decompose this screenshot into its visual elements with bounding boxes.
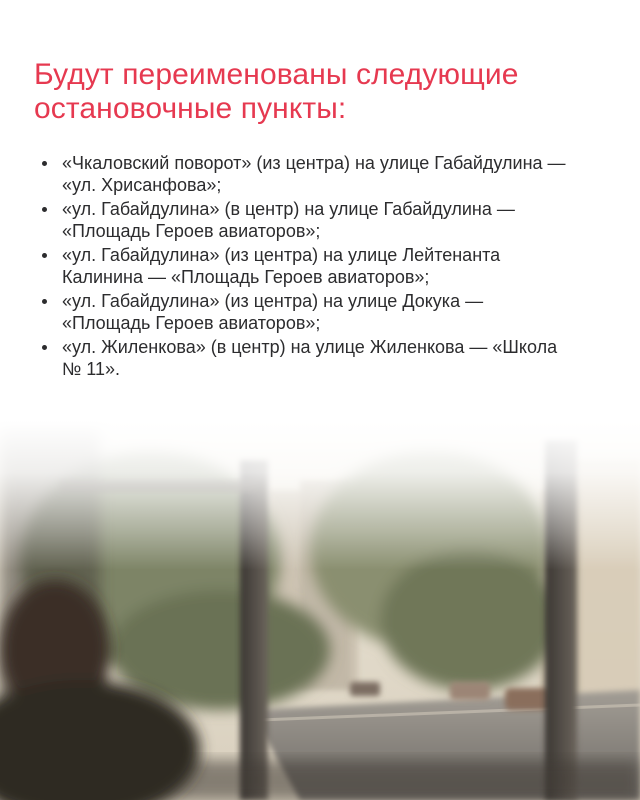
street-photo (0, 420, 640, 800)
photo-fade-overlay (0, 420, 640, 570)
list-item-line-1: «ул. Жиленкова» (в центр) на улице Жиленкова — «Школа (62, 337, 558, 357)
list-item (40, 336, 612, 380)
list-item (40, 244, 612, 288)
list-item-line-2: «Площадь Героев авиаторов»; (62, 221, 321, 241)
bullet-icon (42, 299, 47, 304)
bullet-icon (42, 161, 47, 166)
list-item-line-2: «Площадь Героев авиаторов»; (62, 313, 321, 333)
bullet-icon (42, 253, 47, 258)
list-item (40, 198, 612, 242)
list-item-line-2: Калинина — «Площадь Героев авиаторов»; (62, 267, 430, 287)
page-title (34, 58, 594, 126)
list-item-line-1: «ул. Габайдулина» (из центра) на улице Лейтенанта (62, 245, 501, 265)
title-line-1: Будут переименованы следующие (34, 58, 519, 91)
list-item (40, 152, 612, 196)
renamed-stops-list (40, 152, 612, 382)
bullet-icon (42, 345, 47, 350)
list-item-line-1: «Чкаловский поворот» (из центра) на улице Габайдулина — (62, 153, 566, 173)
bullet-icon (42, 207, 47, 212)
list-item-line-2: «ул. Хрисанфова»; (62, 175, 222, 195)
list-item (40, 290, 612, 334)
list-item-line-1: «ул. Габайдулина» (в центр) на улице Габайдулина — (62, 199, 515, 219)
list-item-line-2: № 11». (62, 359, 121, 379)
title-line-2: остановочные пункты: (34, 92, 347, 125)
list-item-line-1: «ул. Габайдулина» (из центра) на улице Докука — (62, 291, 484, 311)
